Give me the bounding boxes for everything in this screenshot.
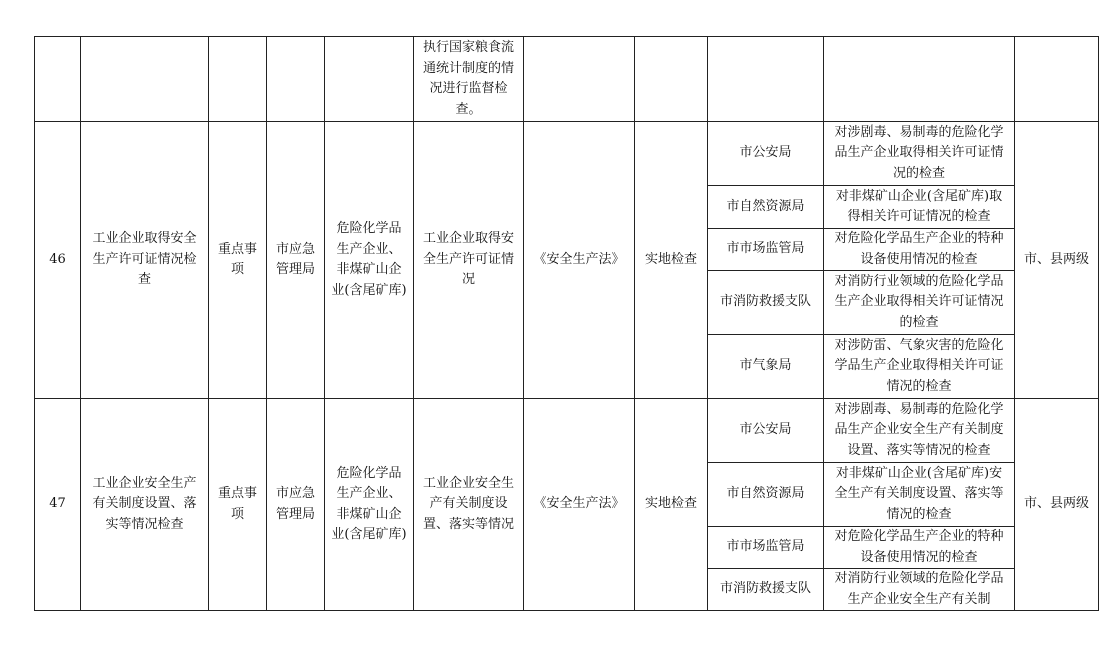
cell-coop-dept: 市自然资源局 [708,463,824,527]
cell-coop-content: 对涉剧毒、易制毒的危险化学品生产企业取得相关许可证情况的检查 [824,122,1015,186]
cell-coop-dept: 市自然资源局 [708,186,824,229]
cell-basis: 《安全生产法》 [524,122,635,399]
cell-coop-dept: 市消防救援支队 [708,569,824,611]
cell-content: 工业企业取得安全生产许可证情况 [414,122,524,399]
cell-item: 工业企业安全生产有关制度设置、落实等情况检查 [81,399,209,611]
inspection-table [34,36,1099,611]
cell-coop-dept: 市公安局 [708,122,824,186]
cell-basis [524,37,635,122]
cell-no: 47 [35,399,81,611]
cell-basis: 《安全生产法》 [524,399,635,611]
cell-level [1015,37,1099,122]
cell-dept: 市应急管理局 [267,122,325,399]
cell-object: 危险化学品生产企业、非煤矿山企业(含尾矿库) [325,122,414,399]
table-row [35,122,1099,186]
cell-level: 市、县两级 [1015,122,1099,399]
cell-coop-dept: 市市场监管局 [708,229,824,271]
cell-coop-dept: 市市场监管局 [708,527,824,569]
cell-content: 执行国家粮食流通统计制度的情况进行监督检查。 [414,37,524,122]
cell-coop-content [824,37,1015,122]
cell-dept: 市应急管理局 [267,399,325,611]
cell-no [35,37,81,122]
cell-coop-dept: 市气象局 [708,335,824,399]
cell-coop-content: 对涉防雷、气象灾害的危险化学品生产企业取得相关许可证情况的检查 [824,335,1015,399]
cell-content: 工业企业安全生产有关制度设置、落实等情况 [414,399,524,611]
cell-item: 工业企业取得安全生产许可证情况检查 [81,122,209,399]
cell-category: 重点事项 [209,399,267,611]
table-row [35,37,1099,122]
cell-coop-content: 对危险化学品生产企业的特种设备使用情况的检查 [824,527,1015,569]
cell-coop-content: 对消防行业领域的危险化学品生产企业取得相关许可证情况的检查 [824,271,1015,335]
cell-coop-dept: 市公安局 [708,399,824,463]
cell-method: 实地检查 [635,122,708,399]
table-row [35,399,1099,463]
cell-method [635,37,708,122]
cell-item [81,37,209,122]
cell-coop-dept [708,37,824,122]
cell-coop-dept: 市消防救援支队 [708,271,824,335]
cell-method: 实地检查 [635,399,708,611]
cell-category: 重点事项 [209,122,267,399]
cell-level: 市、县两级 [1015,399,1099,611]
cell-coop-content: 对危险化学品生产企业的特种设备使用情况的检查 [824,229,1015,271]
cell-coop-content: 对非煤矿山企业(含尾矿库)取得相关许可证情况的检查 [824,186,1015,229]
cell-object [325,37,414,122]
cell-category [209,37,267,122]
cell-coop-content: 对涉剧毒、易制毒的危险化学品生产企业安全生产有关制度设置、落实等情况的检查 [824,399,1015,463]
cell-no: 46 [35,122,81,399]
cell-coop-content: 对非煤矿山企业(含尾矿库)安全生产有关制度设置、落实等情况的检查 [824,463,1015,527]
cell-object: 危险化学品生产企业、非煤矿山企业(含尾矿库) [325,399,414,611]
cell-coop-content: 对消防行业领域的危险化学品生产企业安全生产有关制 [824,569,1015,611]
cell-dept [267,37,325,122]
